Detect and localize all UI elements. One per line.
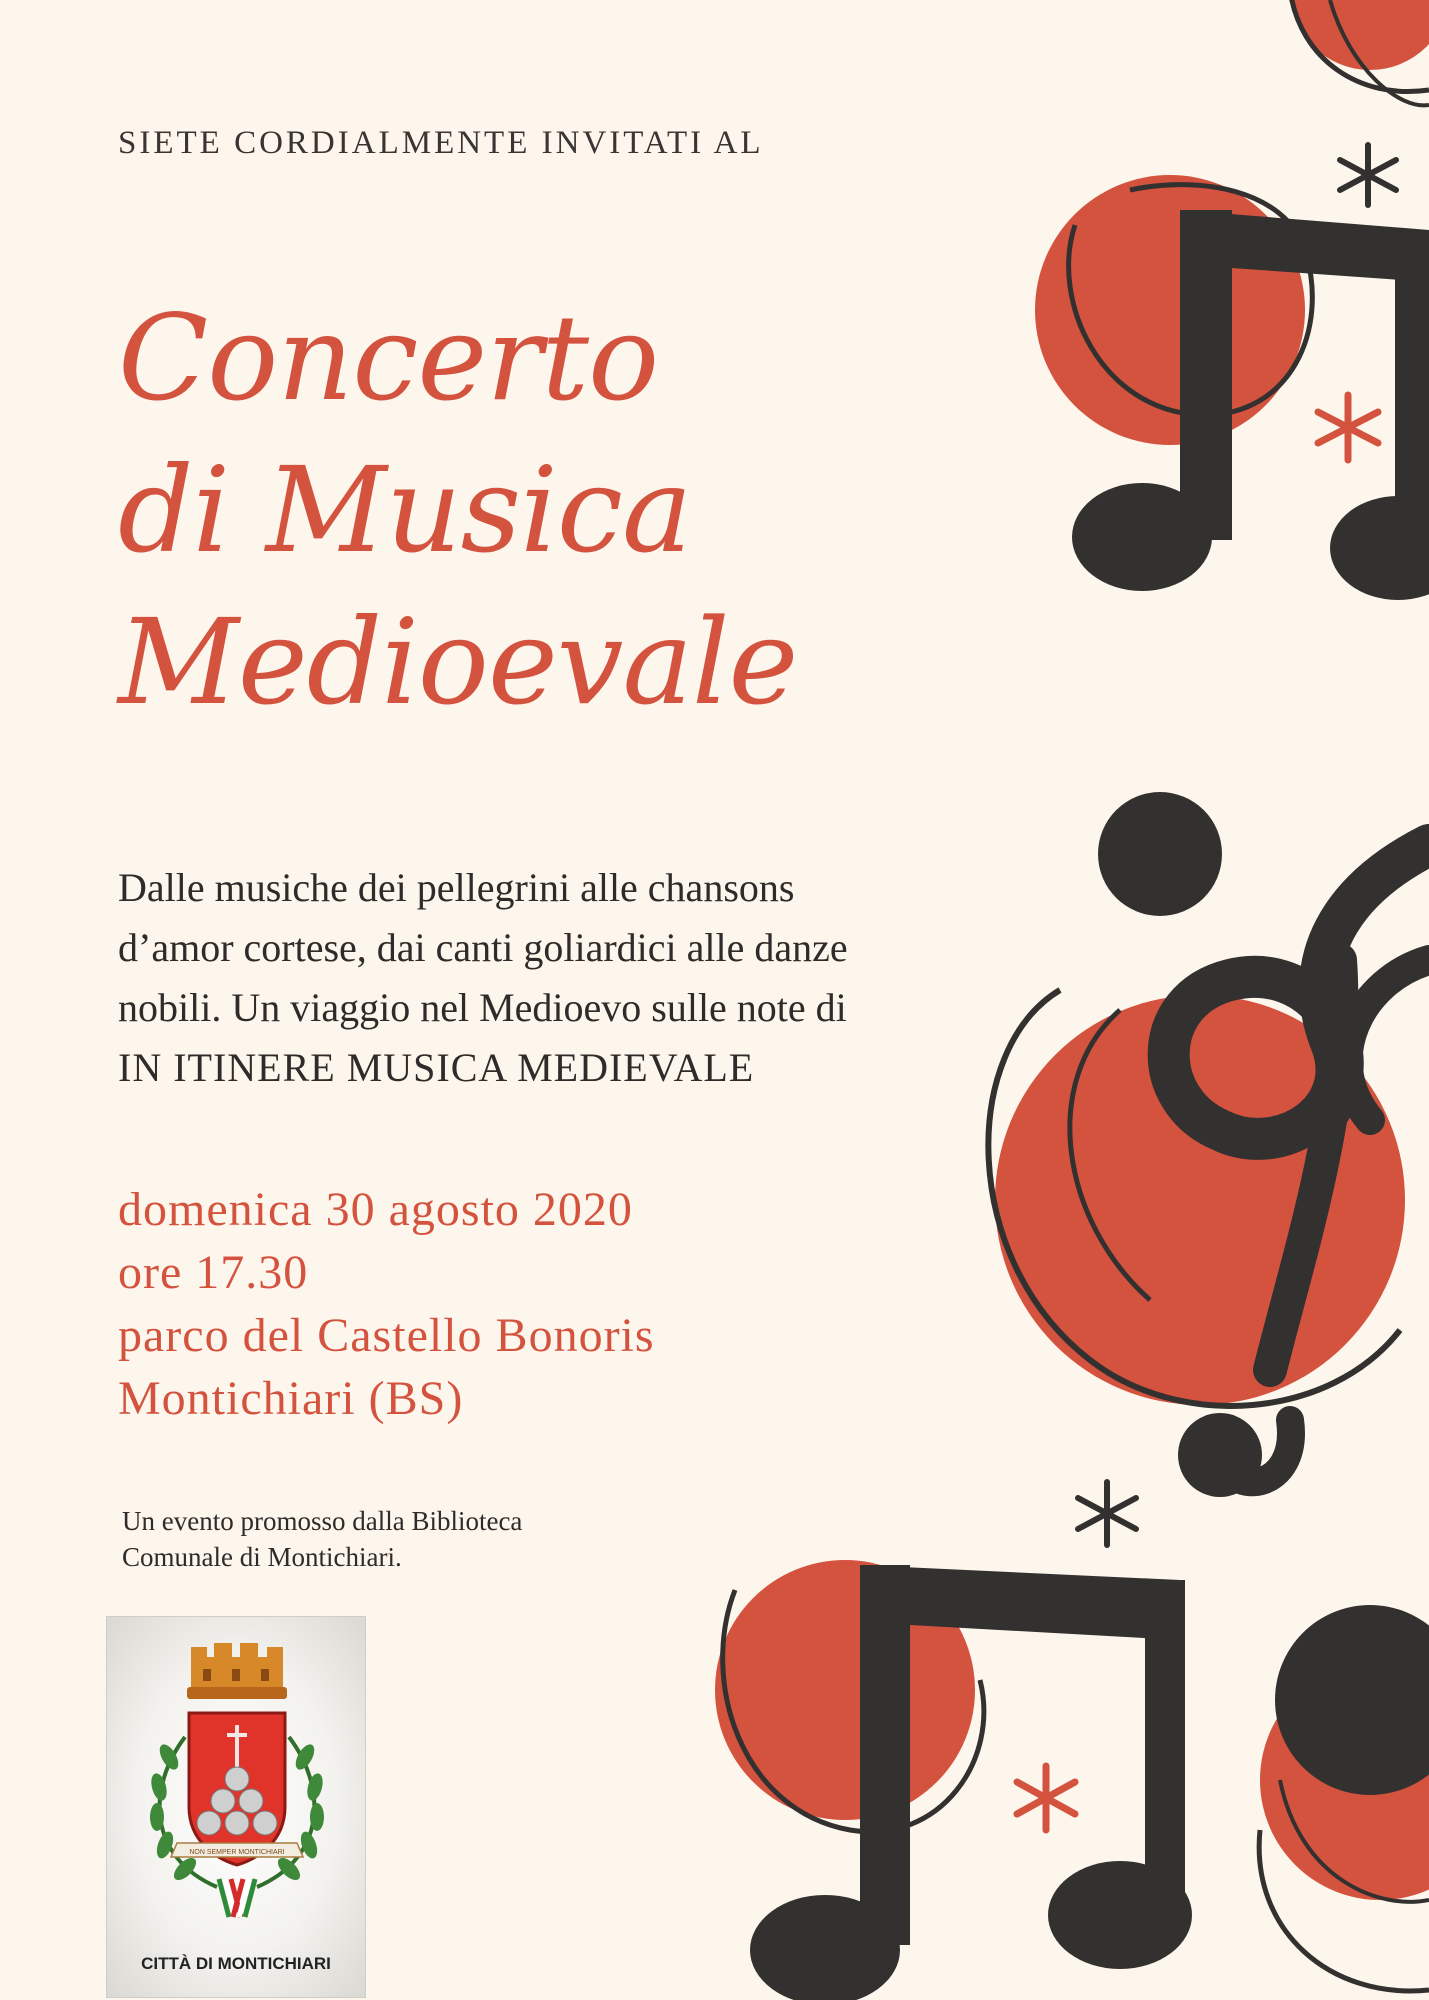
crown-icon: [187, 1643, 287, 1699]
eighth-notes-icon: [715, 1560, 1192, 2000]
description-line: d’amor cortese, dai canti goliardici alle danze: [118, 925, 848, 970]
motto-text: NON SEMPER MONTICHIARI: [189, 1849, 285, 1856]
treble-clef-icon: [988, 792, 1429, 1497]
event-venue: parco del Castello Bonoris: [118, 1309, 655, 1362]
concert-title: [118, 282, 797, 738]
promoter-line: Un evento promosso dalla Biblioteca: [122, 1506, 523, 1536]
title-line: di Musica: [118, 441, 692, 579]
asterisk-icon: [1340, 145, 1396, 205]
promoter-note: [122, 1503, 522, 1575]
tricolor-ribbon-icon: [219, 1879, 255, 1917]
whole-note-icon: [1259, 1605, 1429, 1991]
corner-note-icon: [1290, 0, 1429, 105]
event-date: domenica 30 agosto 2020: [118, 1183, 633, 1236]
event-details: [118, 1178, 655, 1430]
description-line: nobili. Un viaggio nel Medioevo sulle note di: [118, 985, 847, 1030]
invite-line: SIETE CORDIALMENTE INVITATI AL: [118, 125, 764, 161]
shield-icon: [189, 1713, 285, 1865]
asterisk-icon: [1078, 1482, 1136, 1545]
title-line: Medioevale: [118, 593, 798, 731]
description-line: Dalle musiche dei pellegrini alle chansons: [118, 865, 795, 910]
ensemble-name: IN ITINERE MUSICA MEDIEVALE: [118, 1045, 755, 1090]
concert-description: [118, 858, 978, 1098]
motto-ribbon: [171, 1843, 303, 1857]
title-line: Concerto: [118, 289, 659, 427]
asterisk-icon: [1318, 395, 1378, 460]
crest-label: CITTÀ DI MONTICHIARI: [141, 1954, 331, 1973]
event-city: Montichiari (BS): [118, 1372, 464, 1425]
event-time: ore 17.30: [118, 1246, 309, 1299]
asterisk-icon: [1017, 1766, 1075, 1830]
city-crest: [106, 1616, 366, 1998]
eighth-notes-icon: [1035, 175, 1429, 600]
coat-of-arms-icon: [107, 1617, 365, 1997]
promoter-line: Comunale di Montichiari.: [122, 1542, 402, 1572]
